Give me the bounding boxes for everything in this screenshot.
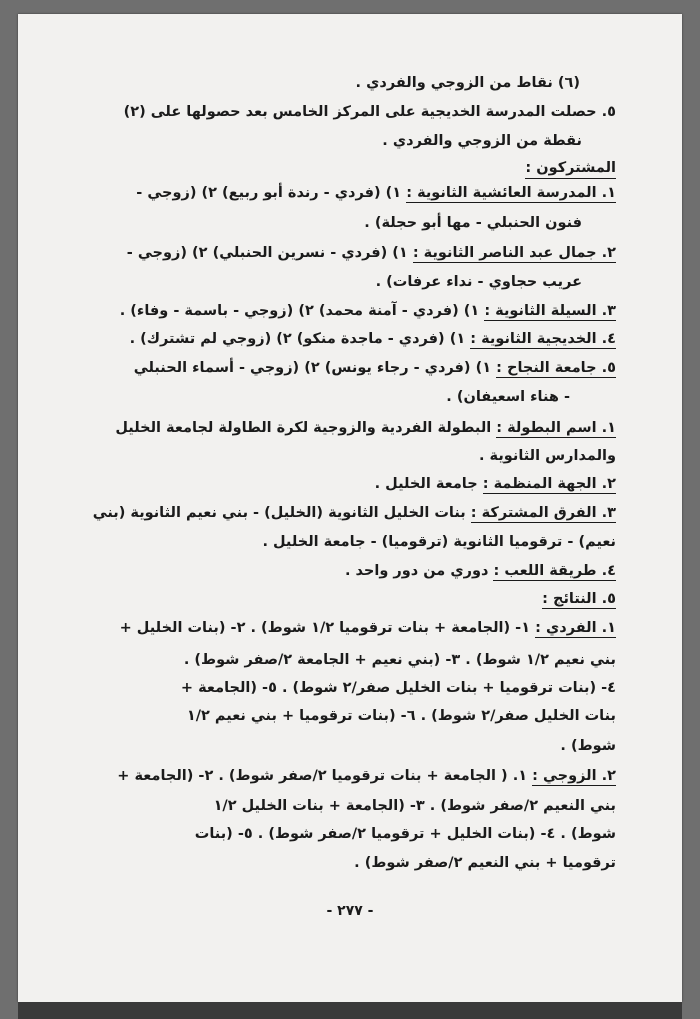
list-item: ٥. جامعة النجاح : ١) (فردي - رجاء يونس) ٢) (زوجي - أسماء الحنبلي: [133, 360, 616, 376]
list-item: ١. المدرسة العائشية الثانوية : ١) (فردي - رندة أبو ربيع) ٢) (زوجي -: [136, 185, 616, 201]
list-item: ٣. الفرق المشتركة : بنات الخليل الثانوية (الخليل) - بني نعيم الثانوية (بني: [92, 505, 616, 521]
text-line: والمدارس الثانوية .: [478, 448, 616, 464]
list-item: ٢. جمال عبد الناصر الثانوية : ١) (فردي - نسرين الحنبلي) ٢) (زوجي -: [126, 245, 616, 261]
list-item: ٢. الزوجي : ١. ( الجامعة + بنات ترقوميا ٢/صفر شوط) . ٢- (الجامعة +: [117, 768, 616, 784]
text-line: بنات الخليل صفر/٢ شوط) . ٦- (بنات ترقوميا + بني نعيم ١/٢: [186, 708, 616, 724]
list-item: ٣. السيلة الثانوية : ١) (فردي - آمنة محمد) ٢) (زوجي - باسمة - وفاء) .: [119, 303, 616, 319]
text-line: ٤- (بنات ترقوميا + بنات الخليل صفر/٢ شوط) . ٥- (الجامعة +: [180, 680, 616, 696]
text-line: ترقوميا + بني النعيم ٢/صفر شوط) .: [354, 855, 616, 871]
list-item: ٤. الخديجية الثانوية : ١) (فردي - ماجدة منكو) ٢) (زوجي لم تشترك) .: [129, 331, 616, 347]
item-label: ٣. الفرق المشتركة :: [470, 505, 616, 521]
item-label: ١. الفردي :: [535, 620, 616, 636]
list-item: ٢. الجهة المنظمة : جامعة الخليل .: [374, 476, 616, 492]
item-label: ٢. الجهة المنظمة :: [482, 476, 616, 492]
item-label: ٢. الزوجي :: [532, 768, 616, 784]
text-line: ٥. حصلت المدرسة الخديجية على المركز الخامس بعد حصولها على (٢): [123, 104, 616, 120]
text-line: - هناء اسعيفان) .: [446, 389, 570, 405]
text-line: (٦) نقاط من الزوجي والفردي .: [355, 75, 580, 91]
scan-bottom-border: [18, 1002, 682, 1019]
text-line: عريب حجاوي - نداء عرفات) .: [375, 274, 582, 290]
text-line: شوط) . ٤- (بنات الخليل + ترقوميا ٢/صفر شوط) . ٥- (بنات: [194, 826, 616, 842]
item-label: ٣. السيلة الثانوية :: [484, 303, 616, 319]
section-heading: المشتركون :: [525, 158, 616, 178]
item-label: ٢. جمال عبد الناصر الثانوية :: [412, 245, 616, 261]
page-number: - ٢٧٧ -: [326, 903, 374, 919]
text-line: نقطة من الزوجي والفردي .: [382, 133, 582, 149]
list-item: ١. اسم البطولة : البطولة الفردية والزوجية لكرة الطاولة لجامعة الخليل: [115, 420, 616, 436]
text-line: بني نعيم ١/٢ شوط) . ٣- (بني نعيم + الجامعة ٢/صفر شوط) .: [183, 652, 616, 668]
item-label: ٥. جامعة النجاح :: [496, 360, 616, 376]
item-label: ١. المدرسة العائشية الثانوية :: [406, 185, 616, 201]
list-item: ١. الفردي : ١- (الجامعة + بنات ترقوميا ١/٢ شوط) . ٢- (بنات الخليل +: [119, 620, 616, 636]
item-label: ٤. طريقة اللعب :: [493, 563, 616, 579]
section-heading: ٥. النتائج :: [542, 591, 616, 607]
list-item: ٤. طريقة اللعب : دوري من دور واحد .: [344, 563, 616, 579]
text-line: بني النعيم ٢/صفر شوط) . ٣- (الجامعة + بنات الخليل ١/٢: [213, 798, 616, 814]
text-line: نعيم) - ترقوميا الثانوية (ترقوميا) - جامعة الخليل .: [262, 534, 616, 550]
item-label: ١. اسم البطولة :: [496, 420, 616, 436]
text-line: شوط) .: [560, 738, 616, 754]
text-line: فنون الحنبلي - مها أبو حجلة) .: [364, 215, 582, 231]
item-label: ٤. الخديجية الثانوية :: [470, 331, 616, 347]
